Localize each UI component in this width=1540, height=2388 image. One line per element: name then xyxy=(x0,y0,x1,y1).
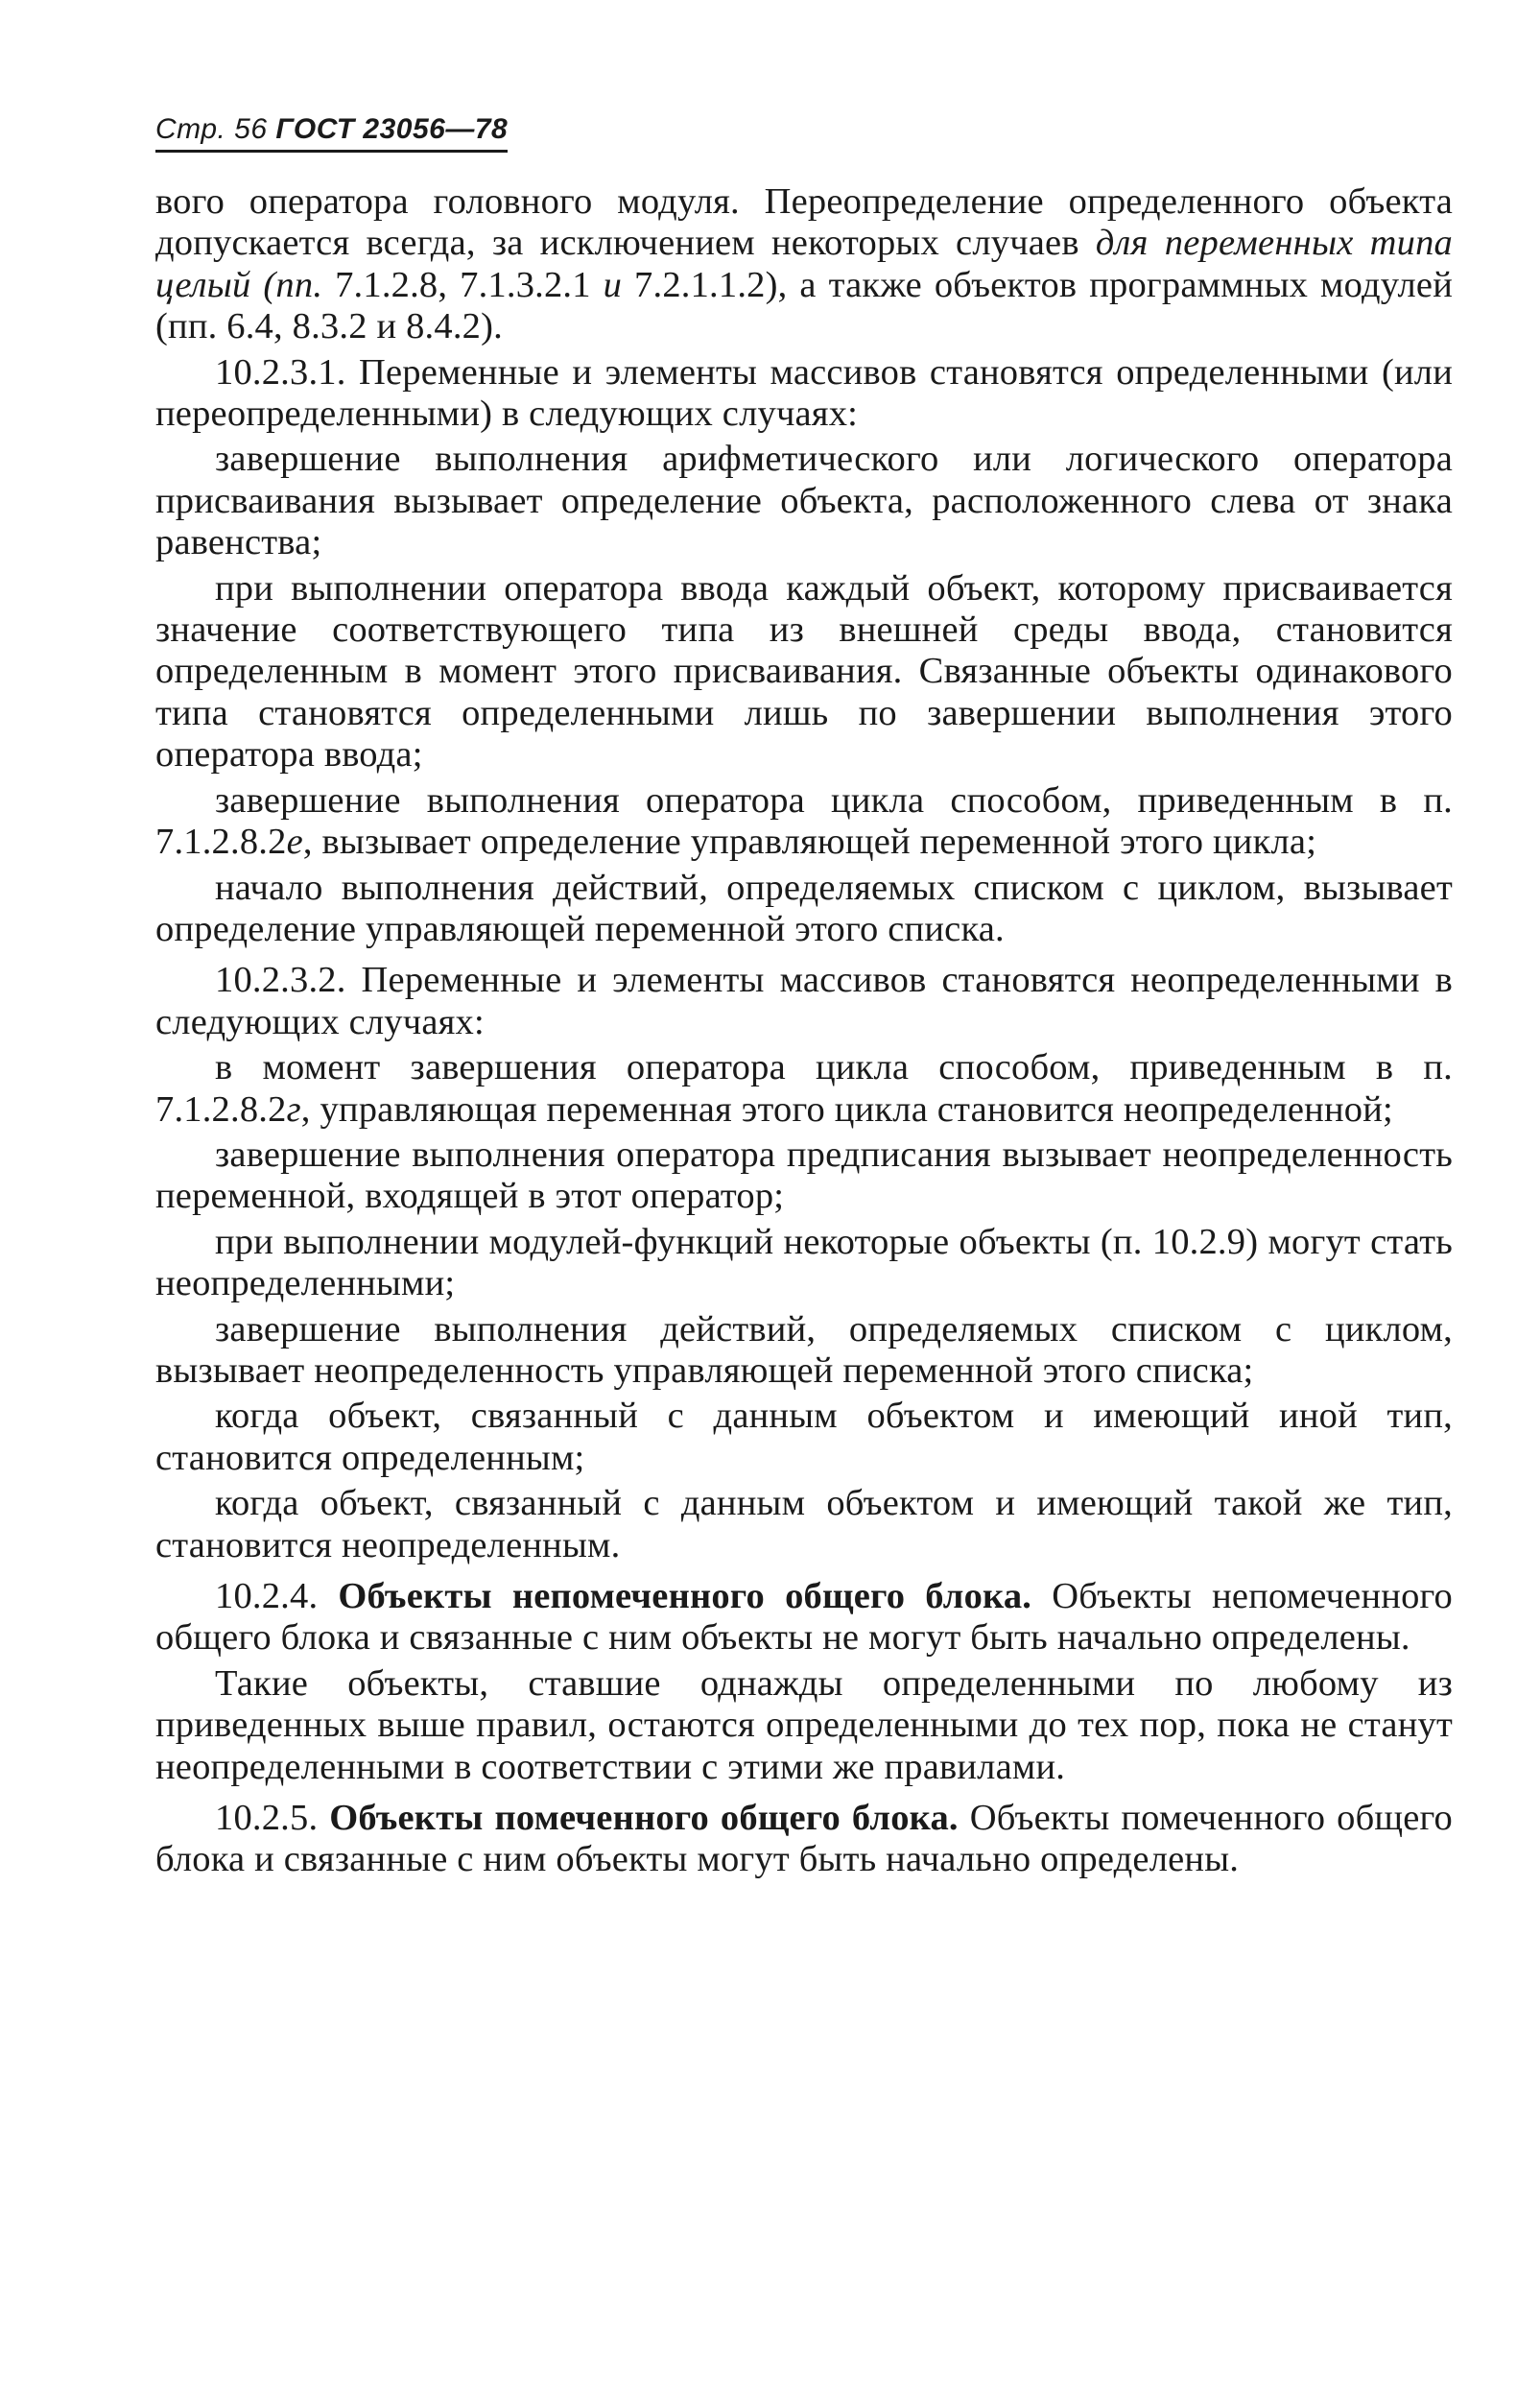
text-run: Объекты непомеченного общего блока и связанные с ним объекты не могут быть начально определены. xyxy=(155,1576,1453,1659)
italic-run: для переменных типа целый (пп. xyxy=(155,223,1453,305)
page-header xyxy=(155,113,508,153)
italic-run: г xyxy=(286,1088,301,1130)
list-item: завершение выполнения арифметического или логического оператора присваивания вызывает определение объекта, расположенного слева от знака равенства; xyxy=(155,439,1453,563)
list-item: завершение выполнения оператора предписания вызывает неопределенность переменной, входящей в этот оператор; xyxy=(155,1134,1453,1217)
list-item: при выполнении оператора ввода каждый объект, которому присваивается значение соответствующего типа из внешней среды ввода, становится определенным в момент этого присваивания. Связанные объекты одинакового типа становятся определенными лишь по завершении выполнения этого оператора ввода; xyxy=(155,567,1453,776)
paragraph-10-2-3-1: 10.2.3.1. Переменные и элементы массивов становятся определенными (или переопределенными) в следующих случаях: xyxy=(155,351,1453,435)
text-run: вого оператора головного модуля. Переопределение определенного объекта допускается всегда, за исключением некоторых случаев xyxy=(155,181,1453,264)
section-number: 10.2.4. xyxy=(215,1576,339,1616)
text-run: завершение выполнения оператора цикла способом, приведенным в п. 7.1.2.8.2 xyxy=(155,779,1453,863)
paragraph-continuation xyxy=(155,181,1453,348)
standard-title: ГОСТ 23056—78 xyxy=(275,113,509,145)
section-heading: Объекты непомеченного общего блока. xyxy=(338,1576,1032,1616)
text-run: , управляющая переменная этого цикла становится неопределенной; xyxy=(300,1088,1393,1130)
list-item xyxy=(155,780,1453,864)
italic-run: и xyxy=(603,264,623,305)
document-page xyxy=(155,113,1453,1885)
text-run: 7.1.2.8, 7.1.3.2.1 xyxy=(322,264,604,305)
section-heading: Объекты помеченного общего блока. xyxy=(329,1798,959,1839)
list-item: при выполнении модулей-функций некоторые объекты (п. 10.2.9) могут стать неопределенными; xyxy=(155,1221,1453,1304)
text-run: Объекты помеченного общего блока и связанные с ним объекты могут быть начально определены. xyxy=(155,1798,1453,1880)
paragraph-10-2-3-2: 10.2.3.2. Переменные и элементы массивов становятся неопределенными в следующих случаях: xyxy=(155,960,1453,1042)
page-number: Стр. 56 xyxy=(155,113,276,145)
list-item: завершение выполнения действий, определяемых списком с циклом, вызывает неопределенность управляющей переменной этого списка; xyxy=(155,1308,1453,1391)
paragraph-10-2-5 xyxy=(155,1798,1453,1881)
section-number: 10.2.5. xyxy=(215,1798,330,1839)
text-run: 7.2.1.1.2), а также объектов программных модулей (пп. 6.4, 8.3.2 и 8.4.2). xyxy=(155,264,1454,347)
paragraph: Такие объекты, ставшие однажды определенными по любому из приведенных выше правил, остаются определенными до тех пор, пока не станут неопределенными в соответствии с этими же правилами. xyxy=(155,1662,1453,1787)
list-item xyxy=(155,1047,1453,1131)
text-run: в момент завершения оператора цикла способом, приведенным в п. 7.1.2.8.2 xyxy=(155,1047,1453,1130)
list-item: начало выполнения действий, определяемых списком с циклом, вызывает определение управляющей переменной этого списка. xyxy=(155,867,1453,949)
paragraph-10-2-4 xyxy=(155,1576,1453,1660)
italic-run: е xyxy=(286,822,303,863)
list-item: когда объект, связанный с данным объектом и имеющий иной тип, становится определенным; xyxy=(155,1396,1453,1478)
document-body xyxy=(155,181,1453,1881)
list-item: когда объект, связанный с данным объектом и имеющий такой же тип, становится неопределенным. xyxy=(155,1483,1453,1565)
text-run: , вызывает определение управляющей переменной этого цикла; xyxy=(302,822,1317,863)
